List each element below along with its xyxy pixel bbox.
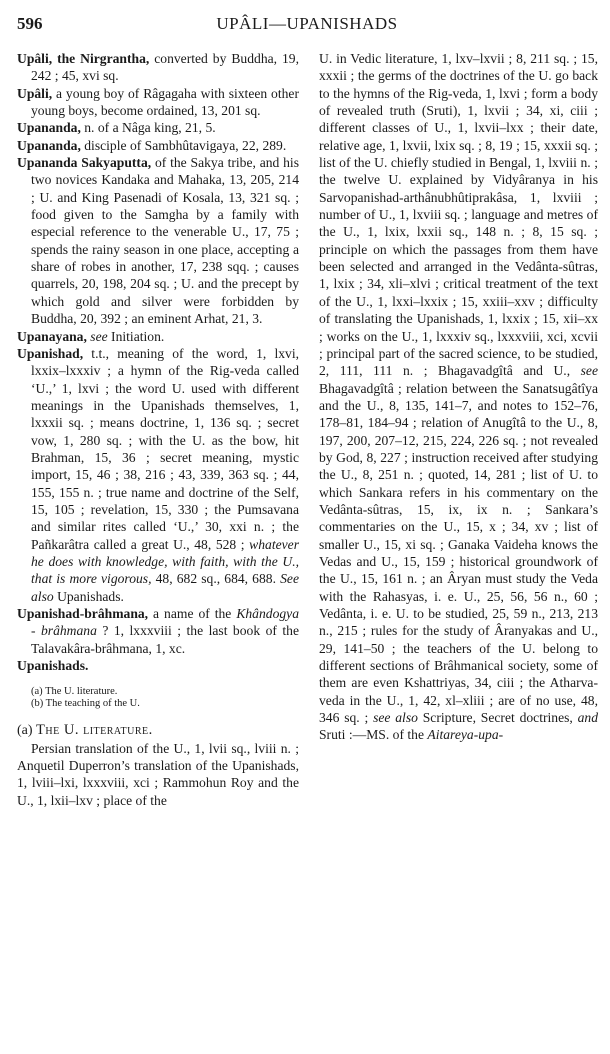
entry-text: a name of the <box>148 606 237 621</box>
entry-text: t.t., meaning of the word, 1, lxvi, lxxix–lxxxiv ; a hymn of the Rig-veda called ‘U.,’ 1, lxvi ; the word U. used with different meanings in the Upanishads themselves, 1, lxxxii sq. ; means doctrine, 1, 136 sq. ; secret vow, 1, 280 sq. ; with the U. as the bow, hit Brahman, 15, 36 ; secret meaning, mystic import, 15, 46 ; 38, 216 ; 43, 339, 363 sq. ; 44, 155, 155 n. ; true name and doctrine of the Self, 15, 105 ; revelation, 15, 330 ; the Pumsavana and similar rites called ‘U.,’ 30, xxi n. ; the Pañkarâtra called a great U., 48, 528 ; <box>31 345 299 552</box>
index-entry <box>17 328 299 345</box>
see-also-reference: See also <box>31 571 299 604</box>
entry-text: of the Sakya tribe, and his two novices Kandaka and Mahaka, 13, 205, 214 ; U. and King Pasenadi of Kosala, 13, 321 sq. ; food given to the Samgha by a family with especial reference to the venerable U., 17, 75 ; spends the rainy season in one place, accepting a share of robes in another, 17, 238 sqq. ; causes quarrels, 20, 198, 204 sq. ; U. and the precept by which gold and silver were forbidden by Buddha, 20, 392 ; an eminent Arhat, 21, 3. <box>31 155 300 327</box>
index-entry-brahmana <box>17 605 299 657</box>
entry-text: Sruti :—MS. of the <box>319 727 428 743</box>
entry-text: Initiation. <box>107 328 165 344</box>
headword: Upanishads. <box>17 658 89 674</box>
index-entry-upanishads <box>17 657 299 674</box>
index-entry-upanishad <box>17 345 299 605</box>
see-reference: see <box>580 363 598 379</box>
entry-text: ? 1, lxxxviii ; the last book of the Talavakâra-brâhmana, 1, xc. <box>31 623 299 656</box>
index-entry <box>17 50 299 85</box>
entry-text: 48, 682 sq., 684, 688. <box>151 571 281 587</box>
section-paragraph: Persian translation of the U., 1, lvii sq., lviii n. ; Anquetil Duperron’s translation of the Upanishads, 1, lviii–lxi, lxxxviii, xci ; Rammohun Roy and the U., 1, lxii–lxv ; place of the <box>17 740 299 808</box>
page-header <box>17 14 597 36</box>
headword: Upâli, the Nirgrantha, <box>17 51 150 66</box>
page-number: 596 <box>17 14 43 33</box>
entry-text: a young boy of Râgagaha with sixteen other young boys, become ordained, 13, 201 sq. <box>31 85 299 119</box>
headword: Upananda Sakyaputta, <box>17 155 152 171</box>
index-entry <box>17 85 299 120</box>
section-heading <box>17 722 299 739</box>
headword: Upanishad-brâhmana, <box>17 606 149 621</box>
entry-text: Upanishads. <box>53 588 124 604</box>
see-reference: see <box>90 328 108 344</box>
left-column <box>17 50 299 809</box>
entry-text: n. of a Nâga king, 21, 5. <box>80 120 216 136</box>
headword: Upanishad, <box>17 345 84 361</box>
entry-italic: Khândogya - brâhmana <box>31 606 299 639</box>
subsection-list <box>31 686 299 710</box>
entry-text: disciple of Sambhûtavigaya, 22, 289. <box>80 137 287 153</box>
headword: Upanayana, <box>17 328 87 344</box>
continued-entry <box>319 50 598 744</box>
entry-text: U. in Vedic literature, 1, lxv–lxvii ; 8, 211 sq. ; 15, xxxii ; the germs of the doctrines of the U. go back to the hymns of the Rig-veda, 1, lxvi ; form a body of revealed truth (Sruti), 1, lxvii ; 34, xi, ciii ; different classes of U., 1, lxvii–lxx ; their date, relative age, 1, lxvii, lxix sq. ; 8, 19 ; 15, xxxii sq. ; list of the U. chiefly studied in Bengal, 1, lxviii n. ; the twelve U. explained by Vidyâranya in his Sarvopanishad-arthânubhûtiprakâsa, 1, lxviii ; number of U., 1, lxviii sq. ; language and metres of the U., 1, lxix, lxxii sq., 148 n. ; 8, 15 sq. ; principle on which the passages from them have been selected and arranged in the Vedânta-sûtras, 1, lxix ; 34, xli–xlvi ; critical treatment of the text of the U., 1, lxxi–lxxix ; 15, xxiii–xxv ; difficulty of translating the Upanishads, 1, lxxix ; 15, xii–xx ; works on the U., 1, lxxxiv sq., lxxxviii, xci, xcvii ; principal part of the sacred science, to be studied, 2, 111, 111 n. ; Bhagavadgîtâ and U., <box>319 51 598 379</box>
headword: Upâli, <box>17 85 53 101</box>
entry-text: Scripture, Secret doctrines, <box>417 710 578 726</box>
subsection-item: (b) The teaching of the U. <box>31 698 140 710</box>
index-entry <box>17 137 299 154</box>
headword: Upananda, <box>17 137 81 153</box>
entry-text: converted by Buddha, 19, 242 ; 45, xvi sq. <box>31 51 299 84</box>
entry-italic: Aitareya-upa- <box>427 727 504 743</box>
running-head: UPÂLI—UPANISHADS <box>216 14 398 33</box>
subsection-item: (a) The U. literature. <box>31 686 118 698</box>
section-label: (a) <box>17 723 33 739</box>
see-also-reference: see also <box>373 710 418 726</box>
index-entry <box>17 154 299 327</box>
entry-text: Bhagavadgîtâ ; relation between the Sanatsugâtîya and the U., 8, 135, 141–7, and notes to 152–76, 178–81, 184–94 ; relation of Anugîtâ to the U., 8, 197, 200, 207–12, 215, 224, 226 sq. ; not revealed by God, 8, 227 ; instruction received after studying the U., 8, 251 n. ; quoted, 14, 281 ; list of U. to which Sankara refers in his commentary on the Vedânta-sûtras, 15, ix, ix n. ; Sankara’s commentaries on the U., 15, x ; 34, xv ; list of smaller U., 15, xi sq. ; Ganaka Vaideha knows the Vedas and U., 15, 159 ; historical groundwork of the U., 15, 161 n. ; an Âryan must study the Veda with the Rahasyas, i. e. U., 25, 56, 56 n., 60 ; Vedânta, i. e. U. to be studied, 25, 59 n., 213, 213 n., 215 ; rules for the study of Âranyakas and U., 29, 141–50 ; the teachers of the U. belong to different sections of Brâhmanical society, some of them are even Kshattriyas, 34, ciii ; the Atharva-veda in the U., 1, 42, xl–xliii ; are of no use, 48, 346 sq. ; <box>319 380 598 726</box>
right-column <box>319 50 598 744</box>
and-word: and <box>577 710 598 726</box>
section-title: The U. literature. <box>36 722 153 739</box>
index-entry <box>17 119 299 136</box>
entry-italic: whatever he does with knowledge, with faith, with the U., that is more vigorous, <box>31 536 299 587</box>
headword: Upananda, <box>17 120 81 136</box>
